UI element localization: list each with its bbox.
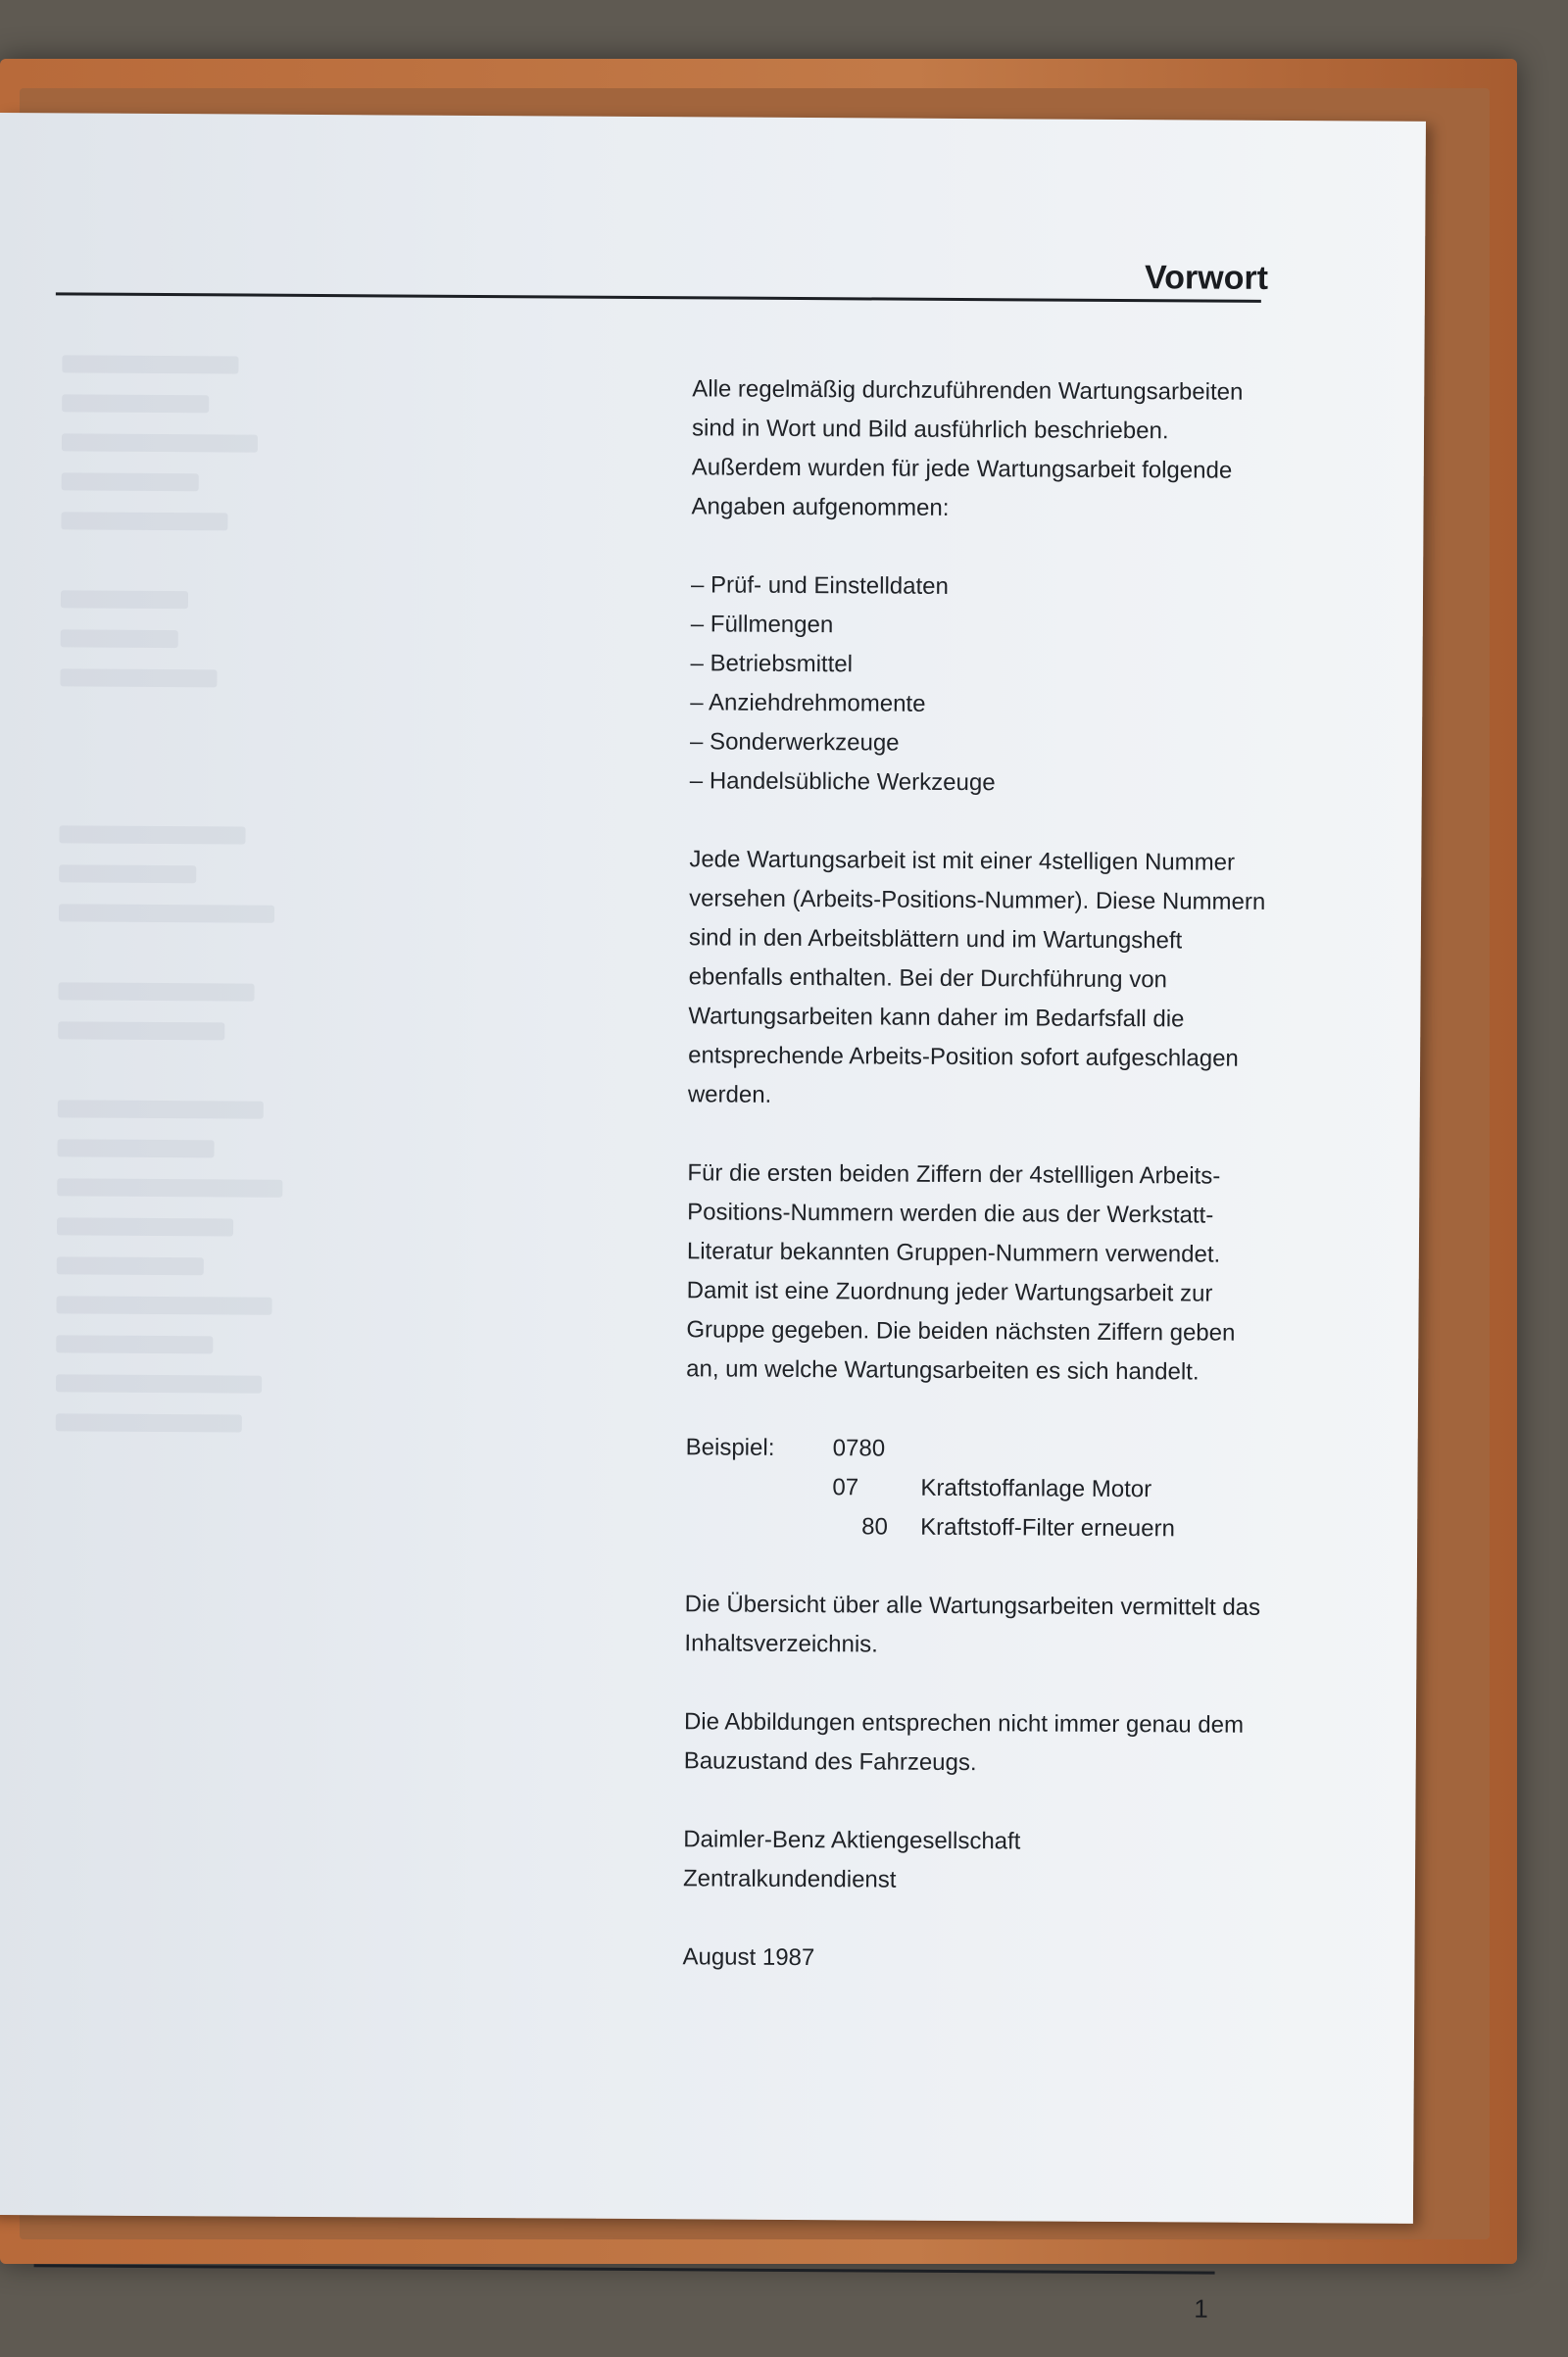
date: August 1987 [682,1943,815,1972]
example-label: Beispiel: [685,1434,775,1461]
department-name: Zentralkundendienst [682,1865,897,1893]
footer-rule [34,2264,1215,2274]
overview-paragraph: Die Übersicht über alle Wartungsarbeiten vermittelt das Inhaltsverzeichnis. [684,1591,1261,1658]
list-item: – Prüf- und Einstelldaten [690,571,949,600]
document-page [0,113,1426,2324]
page-title: Vorwort [1144,259,1269,297]
list-item: – Betriebsmittel [690,650,854,678]
list-item: – Sonderwerkzeuge [690,728,900,757]
group-code: 07 [832,1474,859,1501]
group-text: Kraftstoffanlage Motor [920,1474,1152,1503]
signature-block [683,1820,1261,1902]
item-text: Kraftstoff-Filter erneuern [920,1513,1175,1543]
example-block [685,1428,1264,1549]
preface-content [682,369,1270,2020]
item-code: 80 [861,1513,888,1541]
company-name: Daimler-Benz Aktiengesellschaft [683,1826,1021,1855]
numbers-paragraph: Jede Wartungsarbeit ist mit einer 4stelligen Nummer versehen (Arbeits-Positions-Nummer). Diese Nummern sind in den Arbeitsblättern und im Wartungsheft ebenfalls enthalten. Bei der Durchführung von Wartungsarbeiten kann daher im Bedarfsfall die entsprechende Arbeits-Position sofort aufgeschlagen werden. [687,846,1266,1108]
digits-paragraph: Für die ersten beiden Ziffern der 4stellligen Arbeits-Positions-Nummern werden die aus der Werkstatt-Literatur bekannten Gruppen-Nummern verwendet. Damit ist eine Zuordnung jeder Wartungsarbeit zur Gruppe gegeben. Die beiden nächsten Ziffern geben an, um welche Wartungsarbeiten es sich handelt. [686,1159,1236,1386]
list-item: – Anziehdrehmomente [690,689,926,717]
list-item: – Füllmengen [690,611,834,639]
show-through-from-previous-page [56,343,474,1444]
data-list [690,565,1269,805]
list-item: – Handelsübliche Werkzeuge [689,767,996,797]
page-number: 1 [1194,2293,1208,2324]
example-code: 0780 [832,1435,886,1462]
header-rule [56,292,1261,303]
images-paragraph: Die Abbildungen entsprechen nicht immer genau dem Bauzustand des Fahrzeugs. [683,1708,1245,1777]
intro-paragraph: Alle regelmäßig durchzuführenden Wartungsarbeiten sind in Wort und Bild ausführlich beschrieben. Außerdem wurden für jede Wartungsarbeit folgende Angaben aufgenommen: [691,375,1244,521]
